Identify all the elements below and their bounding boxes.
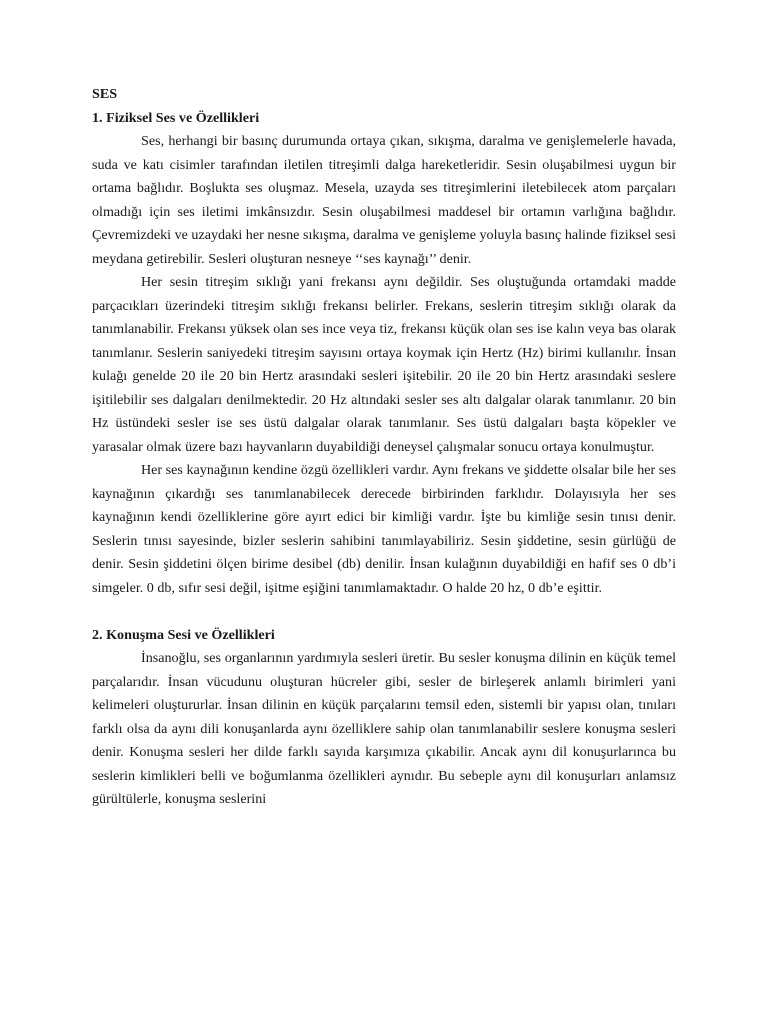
document-title: SES [92, 86, 118, 102]
section-1-paragraph: Ses, herhangi bir basınç durumunda ortaya çıkan, sıkışma, daralma ve genişlemelerle havada, suda ve katı cisimler tarafından iletilen titreşimli dalga hareketleridir. Sesin oluşabilmesi uygun bir ortama bağlıdır. Boşlukta ses oluşmaz. Mesela, uzayda ses titreşimlerini iletebilecek atom parçaları olmadığı için ses iletimi imkânsızdır. Sesin oluşabilmesi maddesel bir ortamın varlığına bağlıdır. Çevremizdeki ve uzaydaki her nesne sıkışma, daralma ve genişleme yoluyla basınç halinde fiziksel sesi meydana getirebilir. Sesleri oluşturan nesneye ‘‘ses kaynağı’’ denir. [92, 133, 676, 267]
section-spacer [92, 600, 676, 624]
section-2-heading: 2. Konuşma Sesi ve Özellikleri [92, 626, 275, 643]
section-1-paragraph: Her ses kaynağının kendine özgü özellikleri vardır. Aynı frekans ve şiddette olsalar bile her ses kaynağının çıkardığı ses tanımlanabilecek derecede birbirinden farklıdır. Dolayısıyla her ses kaynağının kendi özelliklerine göre ayırt edici bir kimliği vardır. İşte bu kimliğe sesin tınısı denir. Seslerin tınısı sayesinde, bizler seslerin sahibini tanımlayabiliriz. Sesin şiddetine, sesin gürlüğü de denir. Sesin şiddetini ölçen birime desibel (db) denilir. İnsan kulağının duyabildiği en hafif ses 0 db’i simgeler. 0 db, sıfır sesi değil, işitme eşiğini tanımlamaktadır. O halde 20 hz, 0 db’e eşittir. [92, 462, 676, 596]
section-1-paragraph: Her sesin titreşim sıklığı yani frekansı aynı değildir. Ses oluştuğunda ortamdaki madde parçacıkları üzerindeki titreşim sıklığı frekansı belirler. Frekans, seslerin titreşim sıklığı olarak da tanımlanabilir. Frekansı yüksek olan ses ince veya tiz, frekansı küçük olan ses ise kalın veya bas olarak tanımlanır. Seslerin saniyedeki titreşim sayısını ortaya koymak için Hertz (Hz) birimi kullanılır. İnsan kulağı genelde 20 ile 20 bin Hertz arasındaki sesleri işitebilir. 20 ile 20 bin Hertz arasındaki seslere işitilebilir ses dalgaları denilmektedir. 20 Hz altındaki sesler ses altı dalgalar olarak tanımlanır. 20 bin Hz üstündeki sesler ise ses üstü dalgalar olarak tanımlanır. Ses üstü dalgaları başta köpekler ve yarasalar olmak üzere bazı hayvanların duyabildiği deneysel çalışmalar sonucu ortaya konulmuştur. [92, 274, 676, 455]
document-body [92, 83, 676, 812]
section-2-paragraph: İnsanoğlu, ses organlarının yardımıyla sesleri üretir. Bu sesler konuşma dilinin en küçük temel parçalarıdır. İnsan vücudunu oluşturan hücreler gibi, sesler de birleşerek anlamlı birimleri yani kelimeleri oluştururlar. İnsan dilinin en küçük parçalarını temsil eden, sistemli bir yapısı olan, tınıları farklı olsa da aynı dili konuşanlarda aynı özelliklere sahip olan tanımlanabilir seslere konuşma sesleri denir. Konuşma sesleri her dilde farklı sayıda karşımıza çıkabilir. Ancak aynı dil konuşurlarınca bu seslerin kimlikleri belli ve boğumlanma özellikleri aynıdır. Bu sebeple aynı dil konuşurları anlamsız gürültülerle, konuşma seslerini [92, 650, 676, 807]
section-1-heading: 1. Fiziksel Ses ve Özellikleri [92, 109, 260, 126]
